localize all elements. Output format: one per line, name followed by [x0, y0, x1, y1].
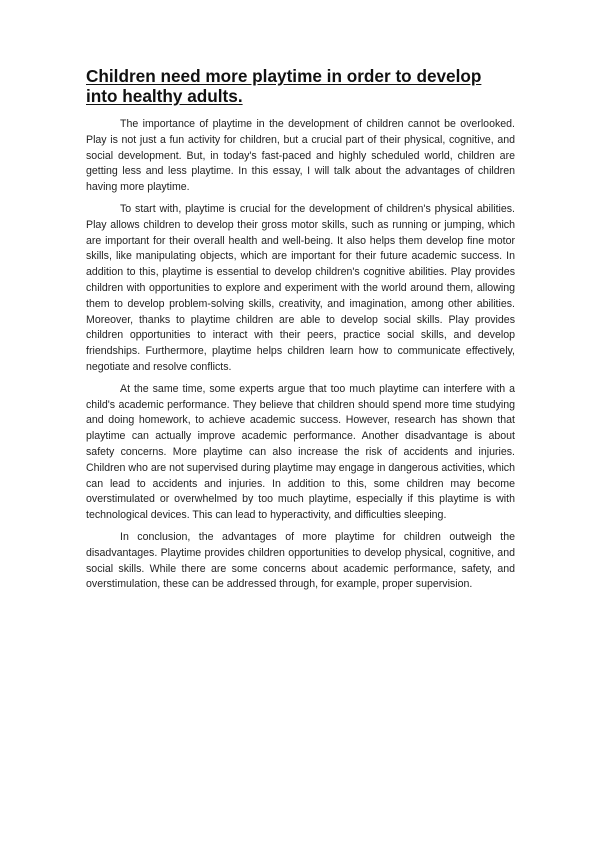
essay-title: Children need more playtime in order to develop into healthy adults. — [86, 66, 482, 106]
paragraph-introduction: The importance of playtime in the development of children cannot be overlooked. Play is not just a fun activity for children, but a crucial part of their physical, cognitive, and social development. But, in today's fast-paced and highly scheduled world, children are getting less and less playtime. In this essay, I will talk about the advantages of children having more playtime. — [86, 118, 515, 194]
paragraph-conclusion: In conclusion, the advantages of more playtime for children outweigh the disadvantages. Playtime provides children opportunities to develop physical, cognitive, and social skills. While there are some concerns about academic performance, safety, and overstimulation, these can be addressed through, for example, proper supervision. — [86, 530, 515, 591]
paragraph-body-advantages: To start with, playtime is crucial for the development of children's physical abilities. Play allows children to develop their gross motor skills, such as running or jumping, which are important for their overall health and well-being. It also helps them develop fine motor skills, like manipulating objects, which are important for their future academic success. In addition to this, playtime is essential to develop children's cognitive abilities. Play provides children with opportunities to explore and experiment with the world around them, allowing them to develop problem-solving skills, creativity, and imagination, among other abilities. Moreover, thanks to playtime children are able to develop social skills. Play provides children opportunities to interact with their peers, practice social skills, and develop friendships. Furthermore, playtime helps children learn how to communicate effectively, negotiate and resolve conflicts. — [86, 202, 515, 373]
paragraph-body-disadvantages: At the same time, some experts argue that too much playtime can interfere with a child's academic performance. They believe that children should spend more time studying and doing homework, to achieve academic success. However, research has shown that playtime can actually improve academic performance. Another disadvantage is about safety concerns. More playtime can also increase the risk of accidents and injuries. Children who are not supervised during playtime may engage in dangerous activities, which can lead to accidents and injuries. In addition to this, some children may become overstimulated or overwhelmed by too much playtime, especially if this playtime is with technological devices. This can lead to hyperactivity, and difficulties sleeping. — [86, 382, 515, 522]
document-page — [86, 66, 515, 599]
